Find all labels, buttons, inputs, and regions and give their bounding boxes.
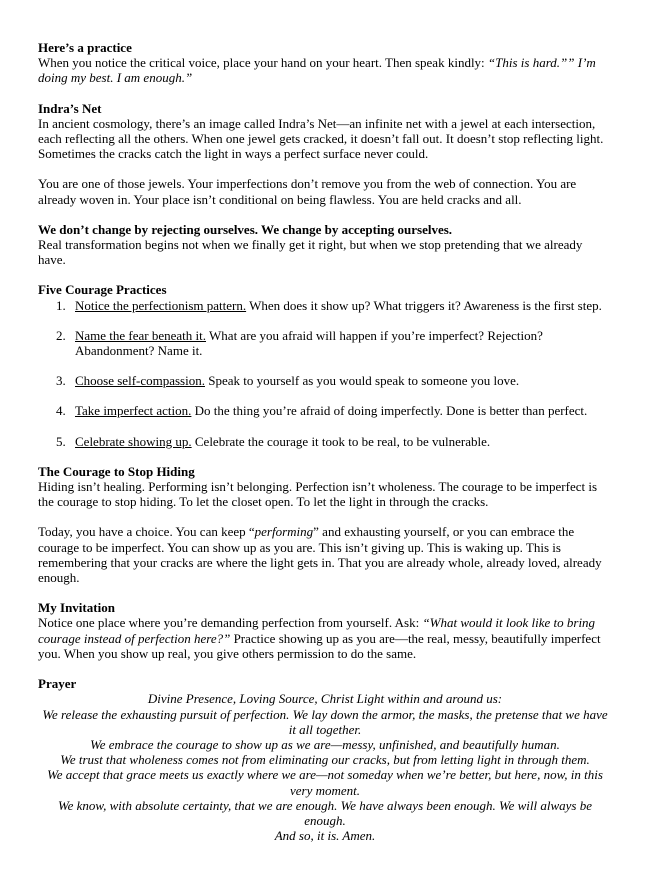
section-prayer [38, 676, 612, 843]
list-item [56, 373, 612, 388]
list-item-text [75, 403, 587, 418]
list-item [56, 298, 612, 313]
section-heading-practice: Here’s a practice [38, 40, 132, 55]
quote-text: “This is hard.”” I’m doing my best. I am enough.” [38, 55, 596, 86]
paragraph-indras-net-1: In ancient cosmology, there’s an image called Indra’s Net—an infinite net with a jewel at each intersection, each reflecting all the others. When one jewel gets cracked, it doesn’t fall out. It doesn’t stop reflecting light. Sometimes the cracks catch the light in ways a perfect surface never could. [38, 115, 604, 162]
list-item-lead: Notice the perfectionism pattern. [75, 297, 247, 313]
list-item [56, 403, 612, 418]
text-run: Practice showing up as you are—the real, messy, beautifully imperfect you. When you show up real, you give others permission to do the same. [38, 630, 601, 661]
list-item-text [75, 328, 612, 358]
section-five-practices [38, 282, 612, 448]
prayer-line: We release the exhausting pursuit of perfection. We lay down the armor, the masks, the pretense that we have it all together. [42, 706, 608, 737]
list-item-rest: Celebrate the courage it took to be real, to be vulnerable. [191, 433, 491, 449]
list-item-text [75, 373, 519, 388]
paragraph-courage-1: Hiding isn’t healing. Performing isn’t belonging. Perfection isn’t wholeness. The courage to be imperfect is the courage to stop hiding. To let the closet open. To let the light in through the cracks. [38, 479, 598, 510]
section-heading-invitation: My Invitation [38, 600, 115, 616]
list-item-number: 4. [56, 403, 66, 419]
prayer-body [38, 691, 612, 843]
prayer-line: And so, it is. Amen. [274, 828, 376, 844]
section-courage [38, 464, 612, 585]
section-heading-change: We don’t change by rejecting ourselves. We change by accepting ourselves. [38, 221, 453, 237]
prayer-line: Divine Presence, Loving Source, Christ Light within and around us: [147, 691, 503, 707]
prayer-line: We know, with absolute certainty, that we are enough. We have always been enough. We will always be enough. [57, 797, 592, 828]
list-item-number: 2. [56, 327, 66, 343]
text-run: ” and exhausting yourself, or you can embrace the courage to be imperfect. You can show up as you are. This isn’t giving up. This is waking up. This is remembering that your cracks are where the light gets in. That you are already whole, already loved, already enough. [38, 524, 602, 586]
practices-list [38, 298, 612, 449]
text-run: Notice one place where you’re demanding perfection from yourself. Ask: [38, 615, 423, 631]
list-item-lead: Take imperfect action. [75, 403, 192, 419]
prayer-line: We embrace the courage to show up as we are—messy, unfinished, and beautifully human. [90, 736, 560, 752]
paragraph-invitation [38, 615, 612, 661]
list-item-rest: When does it show up? What triggers it? Awareness is the first step. [246, 297, 602, 313]
list-item-lead: Name the fear beneath it. [75, 327, 207, 343]
quote-text: “What would it look like to bring courage instead of perfection here?” [38, 615, 596, 646]
paragraph-change: Real transformation begins not when we finally get it right, but when we stop pretending that we already have. [38, 237, 583, 268]
list-item-text [75, 298, 602, 313]
list-item-lead: Choose self-compassion. [75, 373, 205, 389]
section-heading-five-practices: Five Courage Practices [38, 282, 167, 298]
text-run: When you notice the critical voice, place your hand on your heart. Then speak kindly: [38, 55, 488, 71]
section-practice [38, 40, 612, 86]
list-item-lead: Celebrate showing up. [75, 433, 192, 449]
list-item-number: 3. [56, 373, 66, 389]
paragraph-courage-2 [38, 524, 612, 585]
section-heading-courage: The Courage to Stop Hiding [38, 463, 195, 479]
paragraph-practice [38, 55, 612, 85]
paragraph-indras-net-2: You are one of those jewels. Your imperfections don’t remove you from the web of connection. You are already woven in. Your place isn’t conditional on being flawless. You are held cracks and all. [38, 176, 577, 207]
emphasis-text: performing [254, 524, 314, 540]
prayer-line: We trust that wholeness comes not from eliminating our cracks, but from letting light in through them. [60, 752, 590, 768]
list-item-rest: Do the thing you’re afraid of doing imperfectly. Done is better than perfect. [191, 403, 588, 419]
list-item-number: 1. [56, 297, 66, 313]
list-item-rest: What are you afraid will happen if you’re imperfect? Rejection? Abandonment? Name it. [75, 327, 543, 359]
text-run: Today, you have a choice. You can keep “ [38, 524, 255, 540]
list-item-number: 5. [56, 433, 66, 449]
list-item [56, 434, 612, 449]
section-change [38, 222, 612, 268]
list-item-rest: Speak to yourself as you would speak to someone you love. [204, 373, 520, 389]
section-indras-net [38, 101, 612, 207]
section-invitation [38, 600, 612, 661]
section-heading-prayer: Prayer [38, 676, 77, 692]
list-item-text [75, 434, 490, 449]
list-item [56, 328, 612, 358]
prayer-line: We accept that grace meets us exactly where we are—not someday when we’re better, but here, now, in this very moment. [47, 767, 603, 798]
section-heading-indras-net: Indra’s Net [38, 100, 102, 116]
